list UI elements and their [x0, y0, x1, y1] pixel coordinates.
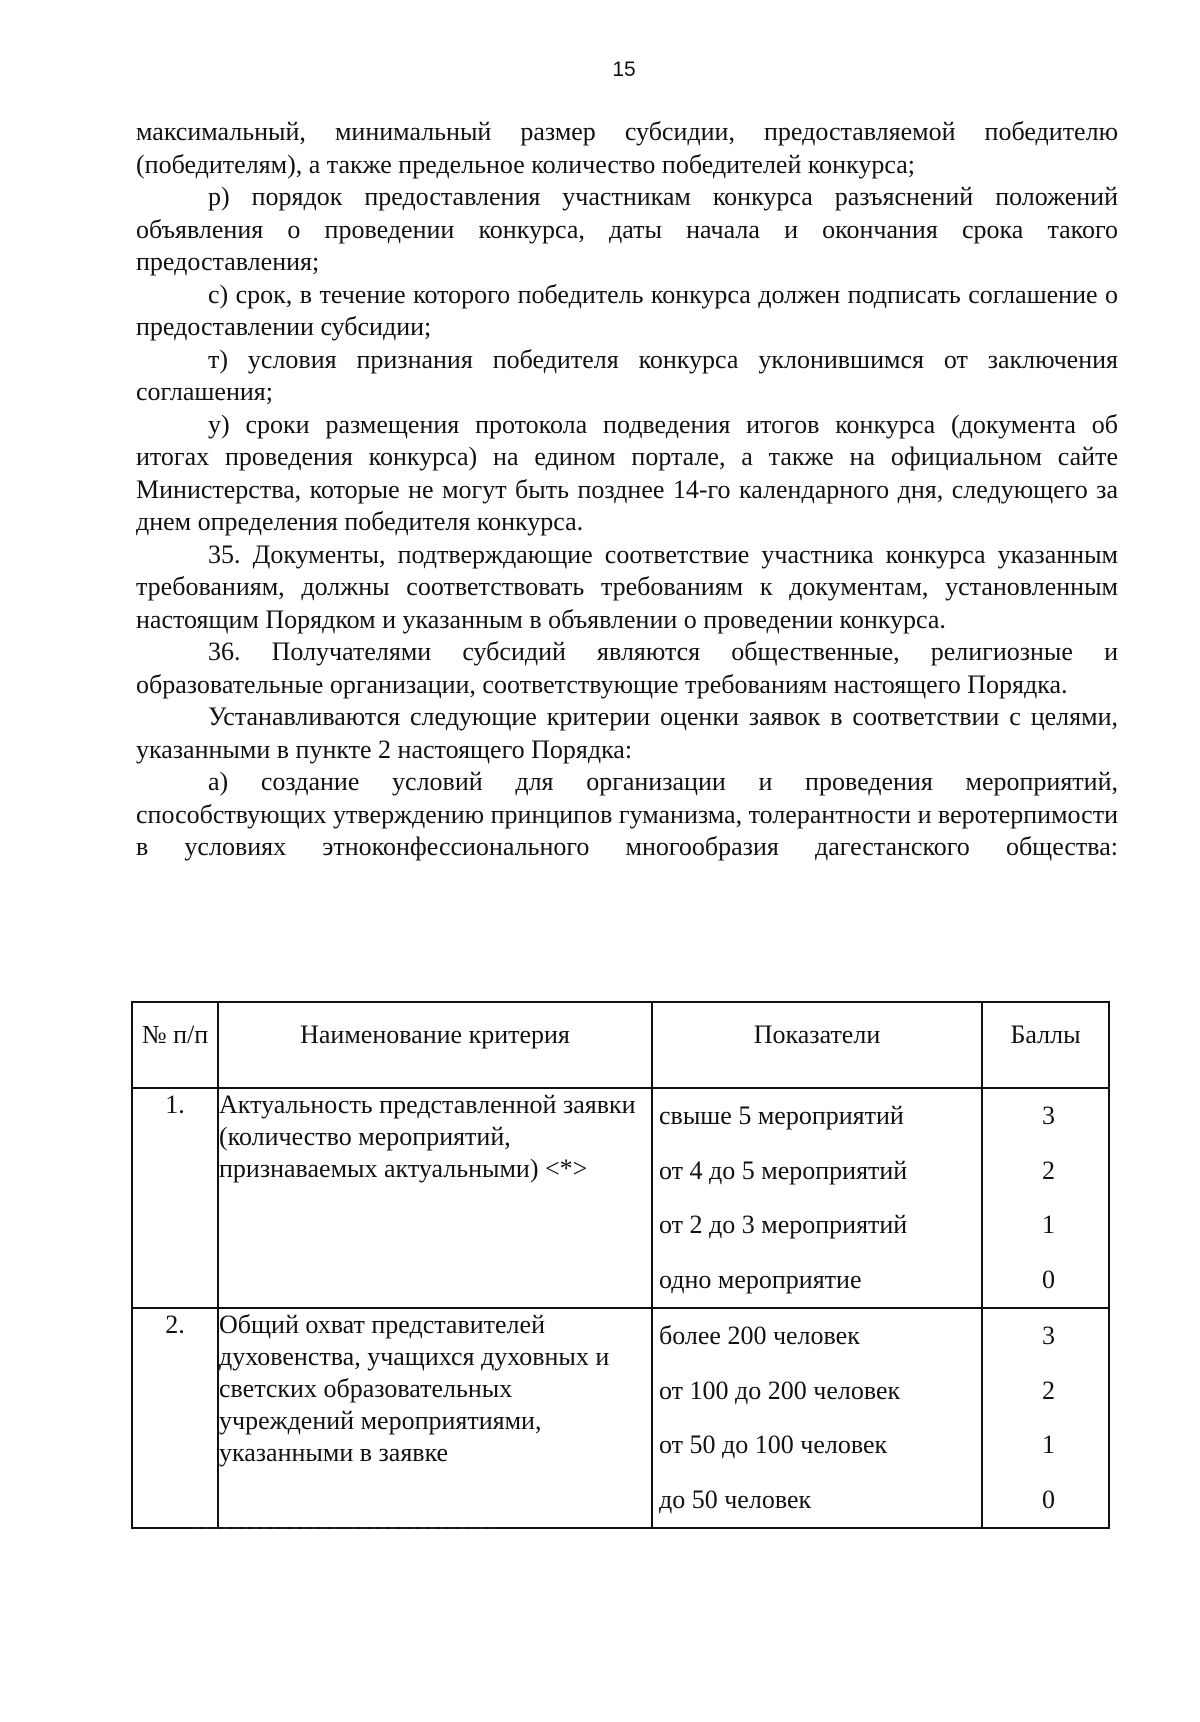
indicator: от 2 до 3 мероприятий — [659, 1210, 908, 1239]
criteria-table — [131, 1001, 1110, 1529]
indicator: от 100 до 200 человек — [659, 1375, 901, 1405]
indicator: одно мероприятие — [659, 1264, 862, 1294]
body-text — [136, 116, 1118, 864]
row-number: 2. — [132, 1308, 218, 1528]
points-cell — [982, 1308, 1109, 1528]
points-value: 0 — [1042, 1484, 1055, 1514]
header-name: Наименование критерия — [218, 1002, 652, 1088]
page-number: 15 — [612, 58, 636, 81]
paragraph: р) порядок предоставления участникам конкурса разъяснений положений объявления о проведении конкурса, даты начала и окончания срока такого предоставления; — [136, 182, 1118, 276]
header-indicators: Показатели — [652, 1002, 982, 1088]
paragraph: т) условия признания победителя конкурса уклонившимся от заключения соглашения; — [136, 344, 1118, 406]
row-number: 1. — [132, 1088, 218, 1308]
points-value: 0 — [1042, 1264, 1055, 1294]
table-header-row — [132, 1002, 1109, 1088]
header-num: № п/п — [132, 1002, 218, 1088]
criterion-name: Актуальность представленной заявки (количество мероприятий, признаваемых актуальными) <*> — [218, 1088, 652, 1308]
header-points: Баллы — [982, 1002, 1109, 1088]
paragraph: у) сроки размещения протокола подведения итогов конкурса (документа об итогах проведения конкурса) на едином портале, а также на официальном сайте Министерства, которые не могут быть позднее 14-го календарного дня, следующего за днем определения победителя конкурса. — [136, 409, 1118, 536]
indicator: свыше 5 мероприятий — [659, 1101, 904, 1130]
points-value: 1 — [1042, 1430, 1055, 1459]
paragraph: с) срок, в течение которого победитель конкурса должен подписать соглашение о предоставлении субсидии; — [136, 279, 1118, 341]
indicator: более 200 человек — [659, 1321, 860, 1350]
points-value: 3 — [1042, 1101, 1055, 1130]
footnote-separator — [193, 1527, 495, 1529]
table-row — [132, 1088, 1109, 1308]
indicator: до 50 человек — [659, 1484, 812, 1514]
paragraph: а) создание условий для организации и проведения мероприятий, способствующих утверждению принципов гуманизма, толерантности и веротерпимости в условиях этноконфессионального многообразия дагестанского общества: — [136, 767, 1118, 861]
points-value: 2 — [1042, 1155, 1055, 1185]
table-row — [132, 1308, 1109, 1528]
paragraph: Устанавливаются следующие критерии оценки заявок в соответствии с целями, указанными в пункте 2 настоящего Порядка: — [136, 702, 1118, 764]
criterion-name: Общий охват представителей духовенства, учащихся духовных и светских образовательных учреждений мероприятиями, указанными в заявке — [218, 1308, 652, 1528]
paragraph: 36. Получателями субсидий являются общественные, религиозные и образовательные организации, соответствующие требованиям настоящего Порядка. — [136, 637, 1118, 699]
paragraph: максимальный, минимальный размер субсидии, предоставляемой победителю (победителям), а также предельное количество победителей конкурса; — [136, 117, 1118, 179]
paragraph: 35. Документы, подтверждающие соответствие участника конкурса указанным требованиям, должны соответствовать требованиям к документам, установленным настоящим Порядком и указанным в объявлении о проведении конкурса. — [136, 539, 1118, 634]
indicators-cell — [652, 1088, 982, 1308]
points-value: 3 — [1042, 1321, 1055, 1350]
points-value: 2 — [1042, 1375, 1055, 1405]
points-cell — [982, 1088, 1109, 1308]
indicator: от 4 до 5 мероприятий — [659, 1155, 908, 1185]
points-value: 1 — [1042, 1210, 1055, 1239]
indicator: от 50 до 100 человек — [659, 1430, 888, 1459]
indicators-cell — [652, 1308, 982, 1528]
